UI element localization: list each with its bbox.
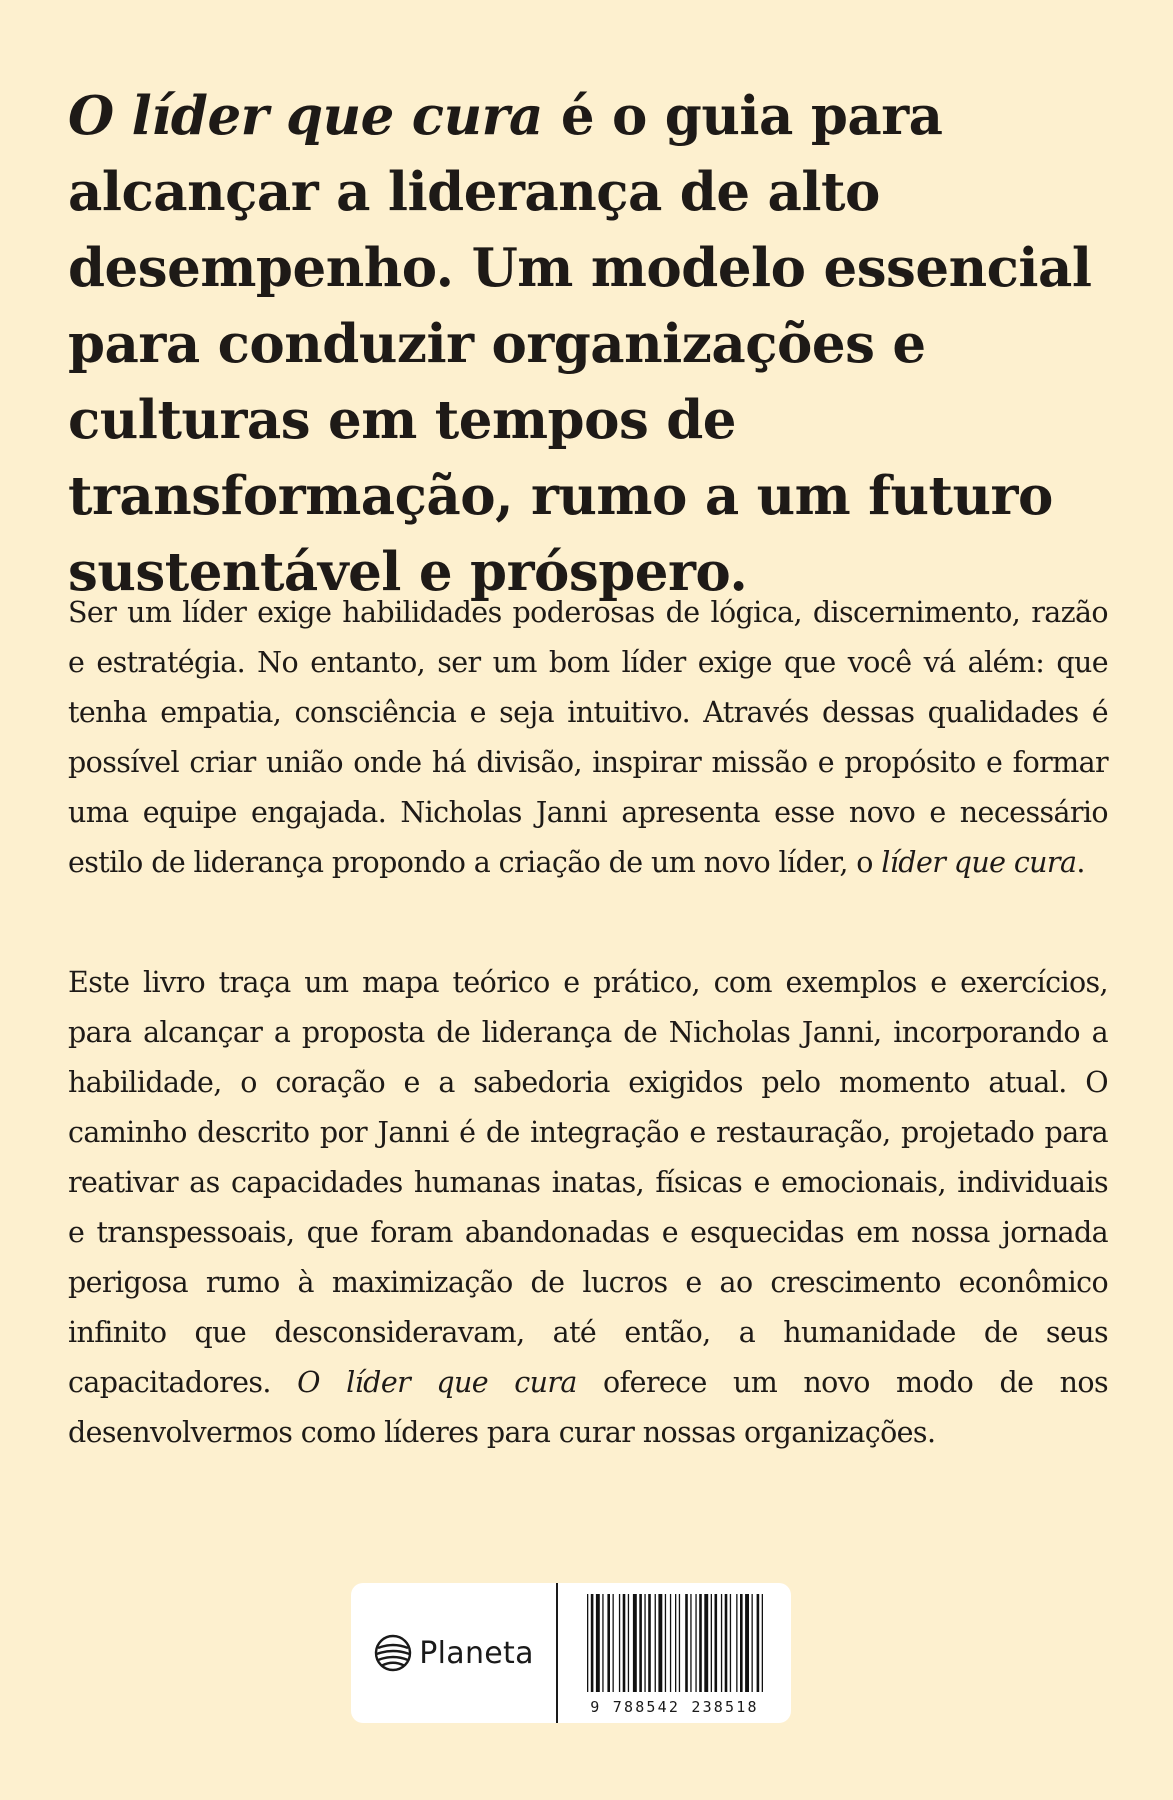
barcode-bar [602,1594,603,1692]
publisher-name: Planeta [419,1635,534,1671]
barcode-bar [761,1594,762,1692]
headline [68,78,1108,610]
isbn-digits: 9 788542 238518 [590,1698,759,1716]
barcode-bar [714,1594,717,1692]
paragraph-2-italic: O líder que cura [297,1366,577,1399]
barcode-bar [699,1594,702,1692]
barcode-bar [590,1594,593,1692]
globe-icon [373,1633,413,1673]
barcode-bar [756,1594,759,1692]
barcode-bar [648,1594,651,1692]
barcode-bar [685,1594,688,1692]
barcode-bar [720,1594,721,1692]
isbn-barcode [558,1583,791,1723]
barcode-bar [736,1594,737,1692]
description-paragraph-1 [68,588,1108,888]
barcode-bar [622,1594,625,1692]
barcode-bar [695,1594,696,1692]
barcode-bar [658,1594,662,1692]
barcode-bar [675,1594,676,1692]
barcode-bar [669,1594,670,1692]
barcode-bar [587,1594,588,1692]
paragraph-1-text: Ser um líder exige habilidades poderosas de lógica, discernimento, razão e estratégia. No entanto, ser um bom líder exige que você vá além: que tenha empatia, consciência e seja intuitivo. Através dessas qualidades é possível criar união onde há divisão, inspirar missão e propósito e formar uma equipe engajada. Nicholas Janni apresenta esse novo e necessário estilo de liderança propondo a criação de um novo líder, o [68,596,1108,879]
barcode-bar [729,1594,730,1692]
barcode-bar [644,1594,645,1692]
barcode-bar [740,1594,743,1692]
paragraph-2-text: Este livro traça um mapa teórico e prático, com exemplos e exercícios, para alcançar a proposta de liderança de Nicholas Janni, incorporando a habilidade, o coração e a sabedoria exigidos pelo momento atual. O caminho descrito por Janni é de integração e restauração, projetado para reativar as capacidades humanas inatas, físicas e emocionais, individuais e transpessoais, que foram abandonadas e esquecidas em nossa jornada perigosa rumo à maximização de lucros e ao crescimento econômico infinito que desconsideravam, até então, a humanidade de seus capacitadores. [68,966,1108,1399]
barcode-bar [678,1594,679,1692]
barcode-bar [618,1594,619,1692]
book-title-italic: O líder que cura [68,85,543,147]
barcode-bar [710,1594,711,1692]
description-paragraph-2 [68,958,1108,1458]
publisher-logo [351,1583,558,1723]
paragraph-2-end: oferece um novo modo de nos desenvolvermos como líderes para curar nossas organizações. [68,1366,1108,1449]
barcode-bars [583,1590,767,1696]
barcode-bar [595,1594,599,1692]
barcode-bar [745,1594,749,1692]
paragraph-1-end: . [1076,846,1085,879]
barcode-bar [632,1594,636,1692]
barcode-bar [654,1594,655,1692]
barcode-bar [704,1594,708,1692]
barcode-bar [664,1594,665,1692]
barcode-bar [627,1594,628,1692]
headline-text: é o guia para alcançar a liderança de alto desempenho. Um modelo essencial para conduzir organizações e culturas em tempos de transformação, rumo a um futuro sustentável e próspero. [68,85,1092,603]
paragraph-1-italic: líder que cura [881,846,1077,879]
footer-card [351,1583,791,1723]
barcode-bar [607,1594,610,1692]
barcode-bar [639,1594,642,1692]
barcode-bar [612,1594,613,1692]
barcode-bar [690,1594,691,1692]
barcode-bar [751,1594,752,1692]
barcode-bar [724,1594,727,1692]
